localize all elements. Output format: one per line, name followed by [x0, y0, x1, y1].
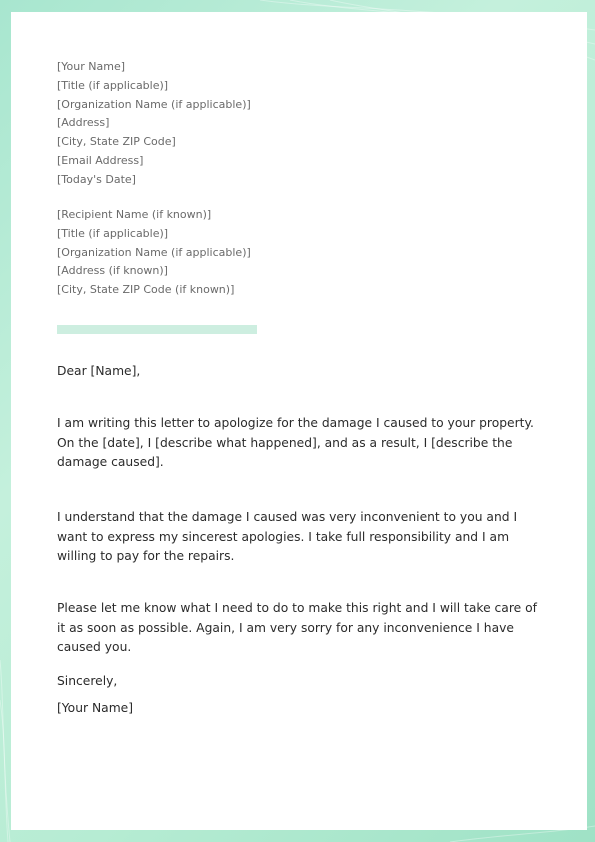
- sender-name: [Your Name]: [57, 60, 126, 73]
- sender-organization: [Organization Name (if applicable)]: [57, 97, 251, 111]
- sender-title: [Title (if applicable)]: [57, 78, 169, 92]
- recipient-name: [Recipient Name (if known)]: [57, 208, 212, 221]
- letter-page: [11, 12, 587, 830]
- sender-email: [Email Address]: [57, 153, 144, 167]
- divider-bar: [57, 325, 257, 334]
- body-paragraph: I am writing this letter to apologize for the damage I caused to your property. On the [date], I [describe what happened], and as a result, I [describe the damage caused].: [57, 416, 534, 470]
- sender-city-state-zip: [City, State ZIP Code]: [57, 135, 176, 149]
- body-paragraph: I understand that the damage I caused was very inconvenient to you and I want to express my sincerest apologies. I take full responsibility and I am willing to pay for the repairs.: [57, 510, 518, 564]
- body-paragraph: Please let me know what I need to do to make this right and I will take care of it as soon as possible. Again, I am very sorry for any inconvenience I have caused you.: [57, 601, 537, 655]
- sender-address: [Address]: [57, 116, 110, 130]
- sender-address-block: [57, 58, 547, 190]
- recipient-title: [Title (if applicable)]: [57, 226, 169, 240]
- recipient-city-state-zip: [City, State ZIP Code (if known)]: [57, 283, 235, 297]
- recipient-address: [Address (if known)]: [57, 264, 168, 278]
- recipient-organization: [Organization Name (if applicable)]: [57, 245, 251, 259]
- signature: [Your Name]: [57, 701, 134, 715]
- closing: Sincerely,: [57, 674, 118, 688]
- salutation: Dear [Name],: [57, 364, 141, 378]
- recipient-address-block: [57, 206, 547, 300]
- sender-date: [Today's Date]: [57, 172, 136, 186]
